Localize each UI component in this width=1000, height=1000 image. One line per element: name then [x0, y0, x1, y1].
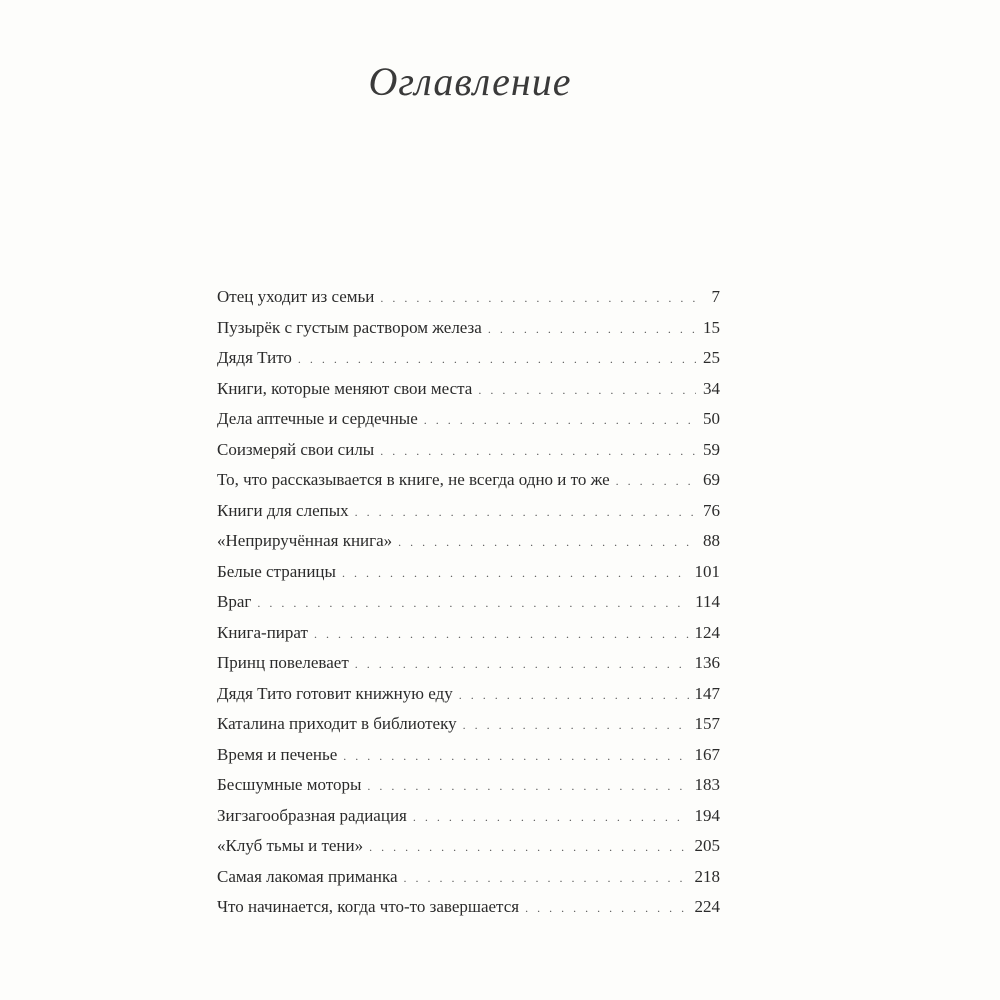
toc-entry	[217, 740, 720, 771]
toc-entry-title: Что начинается, когда что-то завершается	[217, 897, 520, 916]
toc-entry-title: Каталина приходит в библиотеку	[217, 714, 457, 733]
toc-entry	[217, 862, 720, 893]
toc-dot-leader	[413, 802, 689, 833]
toc-dot-leader	[369, 832, 688, 863]
toc-entry	[217, 801, 720, 832]
toc-entry-page-number: 147	[694, 683, 720, 703]
toc-entry-title: Дела аптечные и сердечные	[217, 409, 418, 428]
toc-entry	[217, 709, 720, 740]
toc-dot-leader	[398, 527, 696, 558]
toc-entry-page-number: 124	[694, 622, 720, 642]
toc-dot-leader	[525, 893, 688, 924]
toc-entry	[217, 313, 720, 344]
toc-dot-leader	[380, 436, 696, 467]
toc-entry-title: Белые страницы	[217, 561, 336, 581]
toc-entry-page-number: 101	[694, 561, 720, 581]
toc-entry-title: Книги для слепых	[217, 500, 349, 520]
toc-entry	[217, 343, 720, 374]
toc-entry	[217, 557, 720, 588]
toc-entry-page-number: 69	[703, 470, 720, 489]
toc-entry	[217, 465, 720, 496]
toc-entry-title: Отец уходит из семьи	[217, 287, 375, 306]
toc-entry	[217, 892, 720, 923]
toc-entry-page-number: 50	[703, 409, 720, 428]
toc-entry-title: Время и печенье	[217, 744, 338, 764]
toc-entry-page-number: 15	[703, 317, 720, 337]
toc-entry-page-number: 76	[703, 500, 720, 520]
toc-entry	[217, 496, 720, 527]
toc-dot-leader	[380, 283, 696, 314]
toc-entry-title: Принц повелевает	[217, 653, 349, 672]
toc-entry-title: То, что рассказывается в книге, не всегда одно и то же	[217, 470, 610, 489]
toc-entry-title: Дядя Тито готовит книжную еду	[217, 683, 453, 703]
toc-entry-title: «Клуб тьмы и тени»	[217, 836, 364, 855]
toc-entry-title: Книги, которые меняют свои места	[217, 378, 473, 398]
toc-entry	[217, 770, 720, 801]
toc-entry	[217, 679, 720, 710]
toc-entry-title: Зигзагообразная радиация	[217, 805, 407, 825]
toc-entry	[217, 648, 720, 679]
toc-entry-title: Бесшумные моторы	[217, 775, 362, 794]
toc-entry-page-number: 136	[694, 653, 720, 672]
toc-entry-page-number: 7	[711, 287, 720, 306]
toc-entry-page-number: 157	[694, 714, 720, 733]
table-of-contents	[217, 282, 720, 923]
toc-dot-leader	[478, 375, 696, 406]
toc-entry-title: Враг	[217, 592, 252, 611]
toc-dot-leader	[367, 771, 688, 802]
toc-entry	[217, 374, 720, 405]
page-title: Оглавление	[368, 59, 572, 104]
toc-dot-leader	[355, 497, 696, 528]
toc-dot-leader	[257, 588, 689, 619]
toc-dot-leader	[459, 680, 689, 711]
toc-entry	[217, 618, 720, 649]
toc-entry-page-number: 167	[694, 744, 720, 764]
toc-entry-page-number: 114	[695, 592, 720, 611]
toc-entry-page-number: 88	[703, 531, 720, 550]
toc-entry-page-number: 59	[703, 439, 720, 459]
toc-entry-page-number: 224	[694, 897, 720, 916]
toc-entry-title: Самая лакомая приманка	[217, 866, 398, 886]
toc-entry-title: «Неприручённая книга»	[217, 531, 393, 550]
toc-dot-leader	[342, 558, 689, 589]
toc-entry-title: Пузырёк с густым раствором железа	[217, 317, 482, 337]
toc-dot-leader	[298, 344, 696, 375]
toc-entry-page-number: 183	[694, 775, 720, 794]
toc-entry-title: Дядя Тито	[217, 348, 292, 367]
toc-entry	[217, 404, 720, 435]
toc-entry-page-number: 194	[694, 805, 720, 825]
toc-entry-page-number: 218	[694, 866, 720, 886]
toc-entry	[217, 587, 720, 618]
toc-dot-leader	[488, 314, 696, 345]
toc-entry	[217, 435, 720, 466]
toc-dot-leader	[343, 741, 688, 772]
toc-entry-title: Соизмеряй свои силы	[217, 439, 375, 459]
toc-dot-leader	[314, 619, 689, 650]
toc-dot-leader	[424, 405, 696, 436]
toc-entry	[217, 282, 720, 313]
toc-dot-leader	[404, 863, 689, 894]
toc-entry	[217, 526, 720, 557]
toc-entry-page-number: 25	[703, 348, 720, 367]
toc-dot-leader	[616, 466, 696, 497]
toc-dot-leader	[355, 649, 689, 680]
toc-entry	[217, 831, 720, 862]
toc-entry-title: Книга-пират	[217, 622, 308, 642]
toc-entry-page-number: 205	[694, 836, 720, 855]
toc-dot-leader	[463, 710, 689, 741]
toc-entry-page-number: 34	[703, 378, 720, 398]
